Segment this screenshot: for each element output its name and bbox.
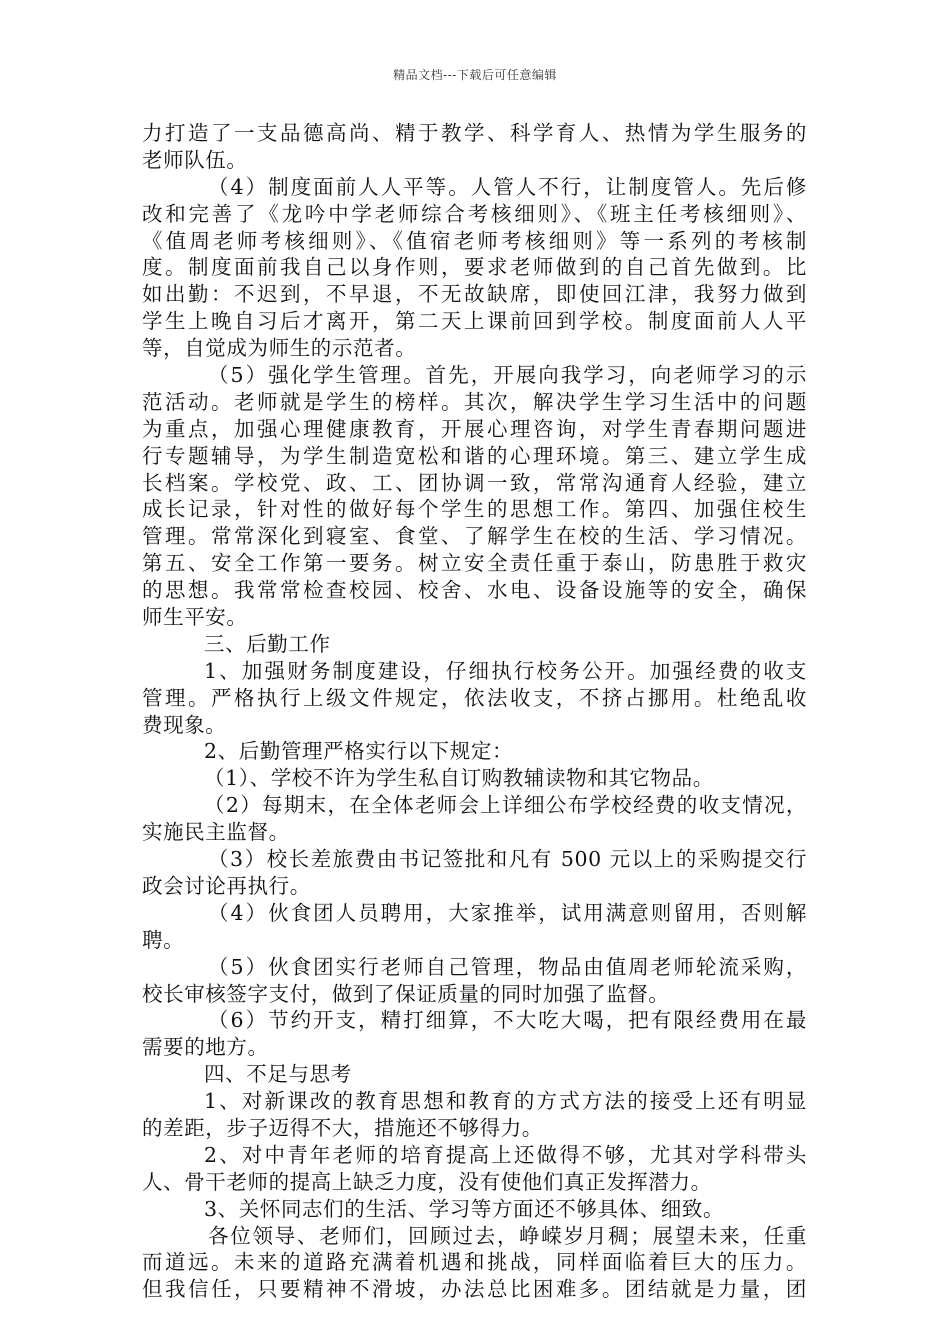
- text-line: 3、关怀同志们的生活、学习等方面还不够具体、细致。: [204, 1196, 725, 1221]
- text-line: 人、骨干老师的提高上缺乏力度，没有使他们真正发挥潜力。: [142, 1169, 712, 1194]
- text-line: 各位领导、老师们，回顾过去，峥嵘岁月稠；展望未来，任重: [208, 1223, 807, 1248]
- text-line: 1、对新课改的教育思想和教育的方式方法的接受上还有明显: [204, 1089, 807, 1114]
- text-line: 等，自觉成为师生的示范者。: [142, 336, 417, 361]
- text-line: 政会讨论再执行。: [142, 873, 311, 898]
- text-line: 三、后勤工作: [204, 631, 331, 656]
- document-body: [142, 120, 807, 1303]
- text-line: 长档案。学校党、政、工、团协调一致，常常沟通育人经验，建立: [142, 470, 807, 495]
- text-line: 而道远。未来的道路充满着机遇和挑战，同样面临着巨大的压力。: [142, 1250, 807, 1275]
- text-line: 但我信任，只要精神不滑坡，办法总比困难多。团结就是力量，团: [142, 1277, 807, 1302]
- text-line: 四、不足与思考: [204, 1062, 352, 1087]
- text-line: （1）、学校不许为学生私自订购教辅读物和其它物品。: [204, 766, 714, 791]
- text-line: 需要的地方。: [142, 1035, 269, 1060]
- text-line: （5）伙食团实行老师自己管理，物品由值周老师轮流采购，: [208, 954, 807, 979]
- text-line: （4）伙食团人员聘用，大家推举，试用满意则留用，否则解: [208, 900, 807, 925]
- text-line: 管理。严格执行上级文件规定，依法收支，不挤占挪用。杜绝乱收: [142, 685, 807, 710]
- text-line: 老师队伍。: [142, 147, 248, 172]
- text-line: 的差距，步子迈得不大，措施还不够得力。: [142, 1115, 543, 1140]
- text-line: 为重点，加强心理健康教育，开展心理咨询，对学生青春期问题进: [142, 416, 807, 441]
- text-line: 1、加强财务制度建设，仔细执行校务公开。加强经费的收支: [204, 658, 807, 683]
- text-line: 费现象。: [142, 712, 227, 737]
- text-line: 第五、安全工作第一要务。树立安全责任重于泰山，防患胜于救灾: [142, 551, 807, 576]
- text-line: 改和完善了《龙吟中学老师综合考核细则》、《班主任考核细则》、: [142, 201, 807, 226]
- text-line: 力打造了一支品德高尚、精于教学、科学育人、热情为学生服务的: [142, 121, 807, 145]
- text-line: 师生平安。: [142, 605, 248, 630]
- text-line: 学生上晚自习后才离开，第二天上课前回到学校。制度面前人人平: [142, 309, 807, 334]
- text-line: 成长记录，针对性的做好每个学生的思想工作。第四、加强住校生: [142, 497, 807, 522]
- text-line: 2、后勤管理严格实行以下规定：: [204, 739, 514, 764]
- text-line: （5）强化学生管理。首先，开展向我学习，向老师学习的示: [208, 363, 807, 388]
- text-line: 管理。常常深化到寝室、食堂、了解学生在校的生活、学习情况。: [142, 524, 807, 549]
- text-line: 如出勤：不迟到，不早退，不无故缺席，即使回江津，我努力做到: [142, 282, 807, 307]
- text-line: 度。制度面前我自己以身作则，要求老师做到的自己首先做到。比: [142, 255, 807, 280]
- text-line: （4）制度面前人人平等。人管人不行，让制度管人。先后修: [208, 174, 807, 199]
- text-line: 范活动。老师就是学生的榜样。其次，解决学生学习生活中的问题: [142, 389, 807, 414]
- text-line: （2）每期末，在全体老师会上详细公布学校经费的收支情况，: [204, 793, 807, 818]
- text-line: 的思想。我常常检查校园、校舍、水电、设备设施等的安全，确保: [142, 578, 807, 603]
- text-line: 聘。: [142, 927, 185, 952]
- text-line: 2、对中青年老师的培育提高上还做得不够，尤其对学科带头: [204, 1142, 807, 1167]
- text-line: （3）校长差旅费由书记签批和凡有 500 元以上的采购提交行: [208, 847, 807, 872]
- text-line: 实施民主监督。: [142, 820, 290, 845]
- text-line: 《值周老师考核细则》、《值宿老师考核细则》等一系列的考核制: [142, 228, 807, 253]
- page-header: 精品文档---下载后可任意编辑: [393, 68, 557, 82]
- text-line: （6）节约开支，精打细算，不大吃大喝，把有限经费用在最: [208, 1008, 807, 1033]
- text-line: 校长审核签字支付，做到了保证质量的同时加强了监督。: [142, 981, 670, 1006]
- text-line: 行专题辅导，为学生制造宽松和谐的心理环境。第三、建立学生成: [142, 443, 807, 468]
